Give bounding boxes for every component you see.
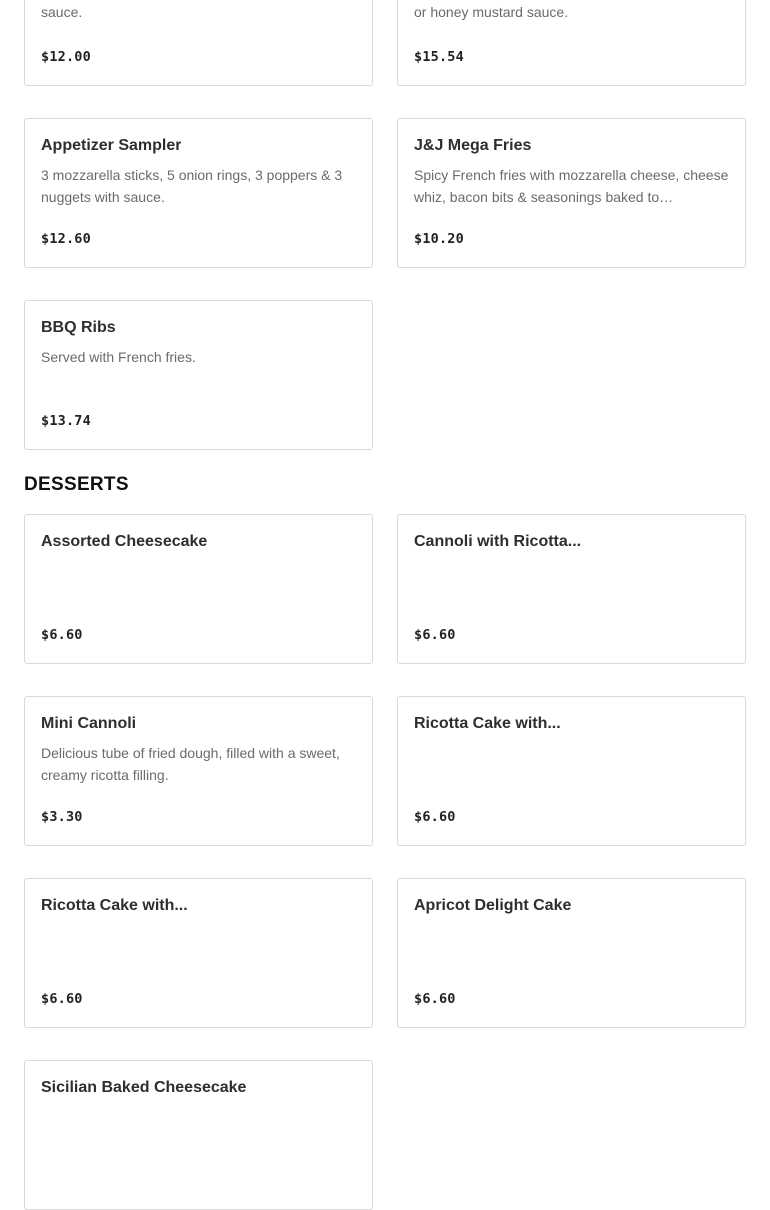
item-name: BBQ Ribs: [41, 319, 116, 336]
item-description: sauce.: [41, 4, 83, 20]
menu-item-card[interactable]: [24, 878, 373, 1028]
menu-item-card[interactable]: [397, 118, 746, 268]
menu-item-card[interactable]: [24, 300, 373, 450]
item-price: $15.54: [414, 49, 464, 65]
menu-item-card[interactable]: [397, 514, 746, 664]
item-name: Sicilian Baked Cheesecake: [41, 1079, 247, 1096]
item-price: $6.60: [414, 809, 456, 825]
menu-item-card[interactable]: [397, 0, 746, 86]
item-price: $6.60: [41, 991, 83, 1007]
menu-item-card[interactable]: [24, 0, 373, 86]
item-price: $13.74: [41, 413, 91, 429]
section-title-desserts: DESSERTS: [24, 474, 129, 495]
item-price: $6.60: [414, 991, 456, 1007]
item-price: $12.60: [41, 231, 91, 247]
item-description: 3 mozzarella sticks, 5 onion rings, 3 poppers & 3 nuggets with sauce.: [41, 167, 343, 205]
item-name: Mini Cannoli: [41, 715, 137, 732]
item-name: Apricot Delight Cake: [414, 897, 572, 914]
item-name: Appetizer Sampler: [41, 137, 182, 154]
menu-item-card[interactable]: [24, 1060, 373, 1210]
menu-item-card[interactable]: [397, 878, 746, 1028]
item-name: Assorted Cheesecake: [41, 533, 208, 550]
menu-item-card[interactable]: [24, 118, 373, 268]
item-description: Delicious tube of fried dough, filled with a sweet, creamy ricotta filling.: [41, 745, 340, 783]
item-price: $6.60: [41, 627, 83, 643]
item-description: Served with French fries.: [41, 349, 196, 365]
menu-item-card[interactable]: [24, 696, 373, 846]
item-description: or honey mustard sauce.: [414, 4, 569, 20]
item-description: Spicy French fries with mozzarella cheese, cheese whiz, bacon bits & seasonings baked to…: [414, 167, 729, 205]
item-name: Ricotta Cake with...: [41, 897, 188, 914]
item-price: $12.00: [41, 49, 91, 65]
menu-item-card[interactable]: [397, 696, 746, 846]
menu-item-card[interactable]: [24, 514, 373, 664]
item-name: J&J Mega Fries: [414, 137, 532, 154]
item-price: $3.30: [41, 809, 83, 825]
item-name: Cannoli with Ricotta...: [414, 533, 582, 550]
item-price: $10.20: [414, 231, 464, 247]
item-price: $6.60: [414, 627, 456, 643]
item-name: Ricotta Cake with...: [414, 715, 561, 732]
